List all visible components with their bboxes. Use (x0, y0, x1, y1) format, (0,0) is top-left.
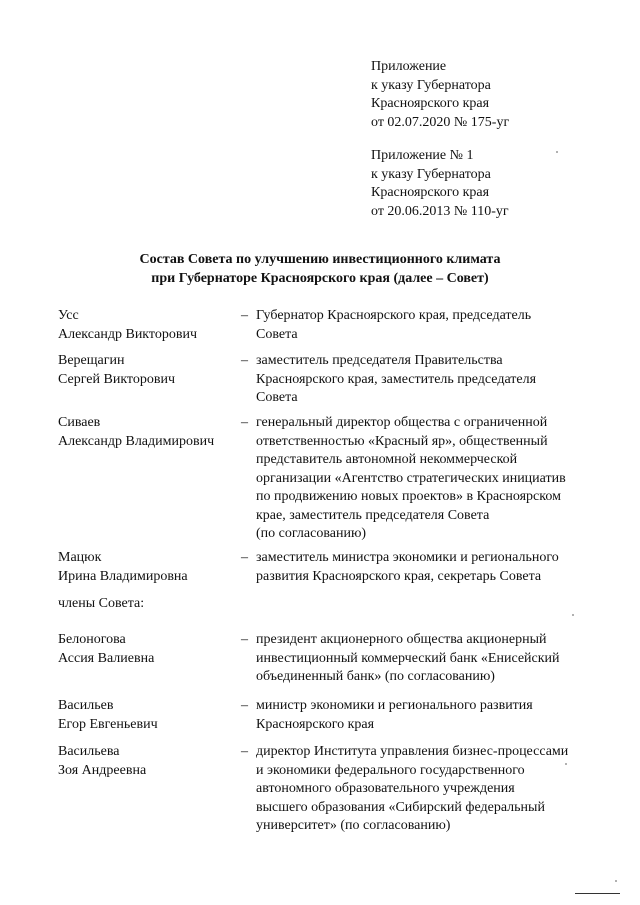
role-line: автономного образовательного учреждения (256, 781, 515, 796)
role-line: Красноярского края (256, 716, 375, 732)
role-line: заместитель председателя Правительства (256, 353, 503, 368)
appendix-original-header (371, 147, 509, 221)
dash-separator: – (241, 550, 248, 565)
page-edge-line (575, 893, 620, 894)
member-given-names: Ассия Валиевна (58, 650, 155, 666)
role-line: по продвижению новых проектов» в Красноярском (256, 489, 561, 504)
role-line: генеральный директор общества с ограниченной (256, 415, 548, 430)
role-line: директор Института управления бизнес-процессами (256, 744, 569, 759)
member-name (58, 697, 238, 734)
member-name (58, 743, 238, 780)
role-line: Губернатор Красноярского края, председатель (256, 308, 532, 323)
dash-separator: – (241, 744, 248, 759)
title-line: Состав Совета по улучшению инвестиционного климата (139, 252, 501, 267)
member-name (58, 414, 238, 451)
document-title (0, 250, 640, 288)
scan-speck (572, 614, 574, 616)
dash-separator: – (241, 353, 248, 368)
role-line: объединенный банк» (по согласованию) (256, 669, 495, 684)
member-row (58, 743, 618, 838)
member-given-names: Егор Евгеньевич (58, 716, 158, 732)
role-line: (по согласованию) (256, 526, 367, 541)
member-given-names: Александр Викторович (58, 326, 198, 342)
member-surname: Васильев (58, 698, 114, 713)
member-name (58, 352, 238, 389)
member-name (58, 549, 238, 586)
member-row (58, 697, 618, 743)
role-line: крае, заместитель председателя Совета (256, 507, 490, 523)
role-line: представитель автономной некоммерческой (256, 452, 518, 467)
scan-speck (556, 151, 558, 153)
appendix-line: Красноярского края (371, 96, 490, 111)
member-row (58, 414, 618, 549)
appendix-line: от 20.06.2013 № 110-уг (371, 203, 509, 219)
member-surname: Усс (58, 308, 79, 323)
member-role (256, 352, 596, 408)
member-role (256, 697, 596, 734)
member-role (256, 743, 596, 836)
role-line: Красноярского края, заместитель председателя (256, 371, 537, 387)
member-surname: Сиваев (58, 415, 101, 430)
appendix-line: к указу Губернатора (371, 77, 491, 93)
members-label: члены Совета: (58, 596, 145, 611)
role-line: ответственностью «Красный яр», общественный (256, 433, 548, 449)
role-line: организации «Агентство стратегических инициатив (256, 470, 566, 486)
appendix-line: Красноярского края (371, 185, 490, 200)
member-surname: Васильева (58, 744, 120, 759)
member-surname: Белоногова (58, 632, 126, 647)
dash-separator: – (241, 308, 248, 323)
role-line: университет» (по согласованию) (256, 818, 451, 833)
role-line: министр экономики и регионального развития (256, 698, 533, 713)
member-name (58, 631, 238, 668)
appendix-current-header (371, 58, 509, 132)
member-given-names: Сергей Викторович (58, 371, 176, 387)
member-role (256, 307, 596, 344)
role-line: Совета (256, 326, 298, 342)
role-line: заместитель министра экономики и регионального (256, 550, 559, 565)
role-line: инвестиционный коммерческий банк «Енисейский (256, 650, 560, 666)
member-role (256, 414, 596, 544)
council-composition (58, 307, 618, 838)
member-role (256, 631, 596, 687)
appendix-line: к указу Губернатора (371, 166, 491, 182)
member-given-names: Александр Владимирович (58, 433, 215, 449)
dash-separator: – (241, 632, 248, 647)
appendix-line: Приложение (371, 59, 447, 74)
appendix-line: Приложение № 1 (371, 148, 474, 163)
scan-speck (565, 763, 567, 765)
role-line: президент акционерного общества акционерный (256, 632, 547, 647)
member-row (58, 631, 618, 697)
members-label-row (58, 595, 618, 631)
member-role (256, 549, 596, 586)
scan-speck (615, 880, 617, 882)
dash-separator: – (241, 698, 248, 713)
member-given-names: Ирина Владимировна (58, 568, 188, 584)
role-line: Совета (256, 390, 298, 405)
member-given-names: Зоя Андреевна (58, 762, 147, 778)
dash-separator: – (241, 415, 248, 430)
title-line: при Губернаторе Красноярского края (далее – Совет) (151, 271, 489, 286)
member-name (58, 307, 238, 344)
member-row (58, 549, 618, 595)
appendix-line: от 02.07.2020 № 175-уг (371, 114, 510, 130)
role-line: высшего образования «Сибирский федеральный (256, 799, 545, 815)
member-surname: Мацюк (58, 550, 102, 565)
member-surname: Верещагин (58, 353, 125, 368)
role-line: и экономики федерального государственного (256, 762, 525, 778)
member-row (58, 352, 618, 414)
member-row (58, 307, 618, 352)
role-line: развития Красноярского края, секретарь Совета (256, 568, 542, 584)
